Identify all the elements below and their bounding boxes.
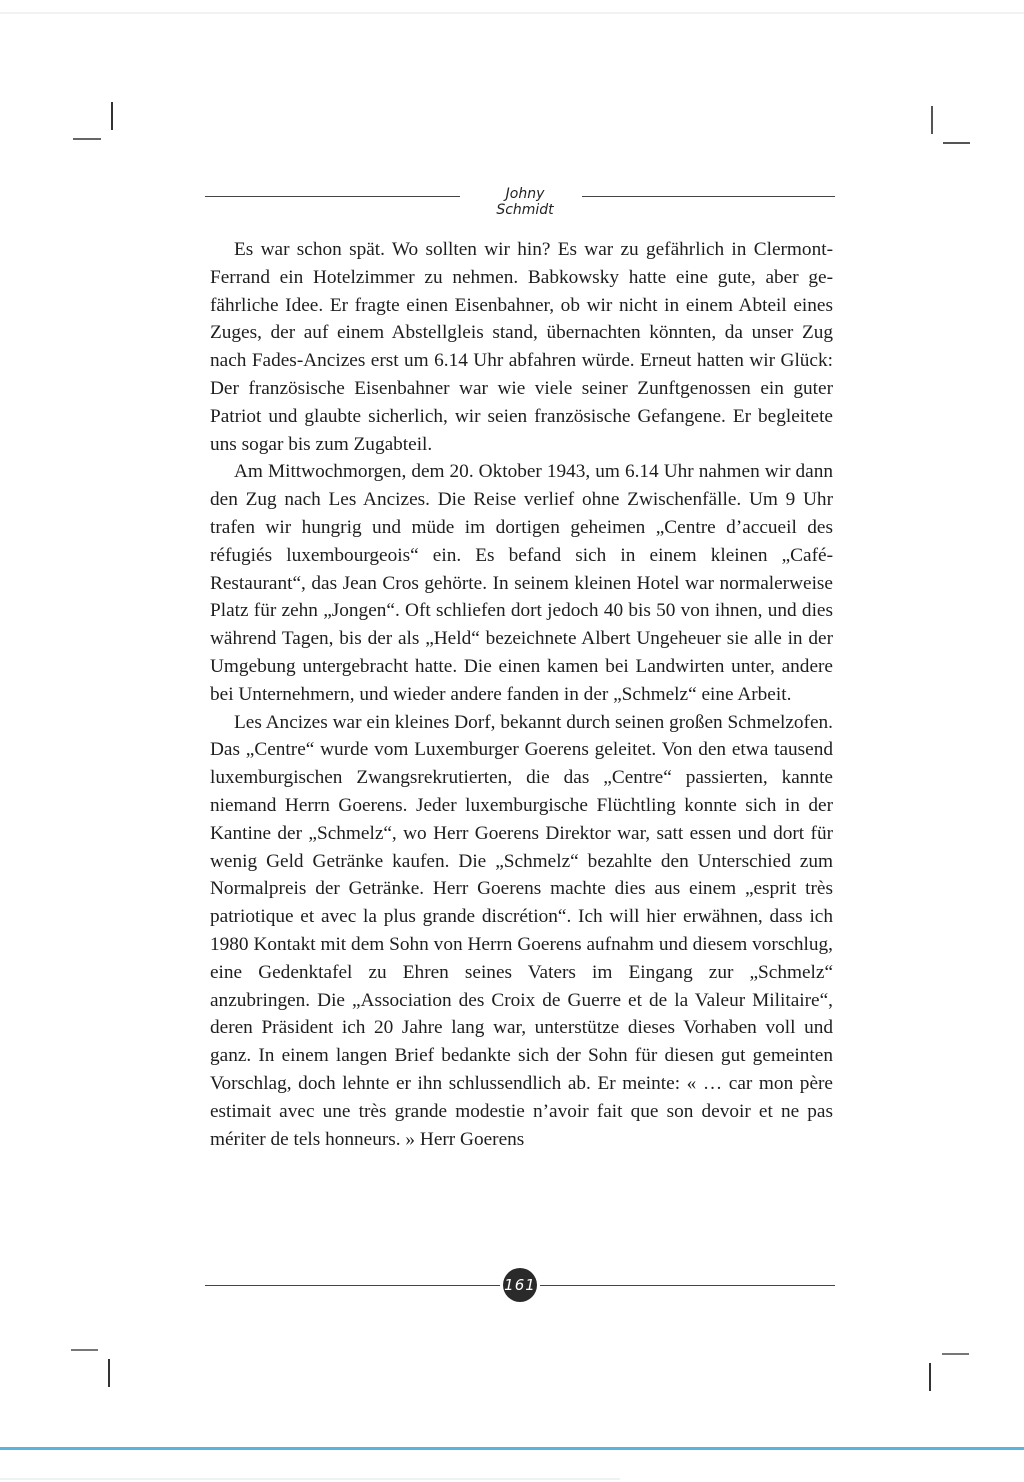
- paragraph: Les Ancizes war ein kleines Dorf, bekannt durch seinen großen Schmelzofen. Das „Centre“ wurde vom Luxemburger Goerens geleitet. Von den etwa tausend luxemburgischen Zwangsrekrutierten, die das „Centre“ passierten, kannte niemand Herrn Goerens. Jeder luxemburgische Flüchtling konnte sich in der Kantine der „Schmelz“, wo Herr Goerens Direktor war, satt essen und dort für wenig Geld Getränke kaufen. Die „Schmelz“ bezahlte den Unterschied zum Normalpreis der Getränke. Herr Goerens machte dies aus einem „esprit très patriotique et avec la plus grande discrétion“. Ich will hier erwähnen, dass ich 1980 Kontakt mit dem Sohn von Herrn Goerens aufnahm und diesem vorschlug, eine Gedenktafel zu Ehren seines Vaters im Eingang zur „Schmelz“ anzubringen. Die „Association des Croix de Guerre et de la Valeur Militaire“, deren Präsident ich 20 Jahre lang war, unterstütze dieses Vorhaben voll und ganz. In einem langen Brief bedankte sich der Sohn für diesen gut gemeinten Vorschlag, doch lehnte er ihn schlussendlich ab. Er meinte: « … car mon père estimait avec une très grande modestie n’avoir fait que son devoir et ne pas mériter de tels honneurs. » Herr Goerens: [210, 711, 833, 1150]
- running-title: Johny Schmidt: [496, 186, 554, 218]
- footer-rule-left: [205, 1285, 500, 1286]
- crop-mark-top-right-horizontal: [943, 142, 970, 144]
- crop-mark-bottom-left-vertical: [108, 1359, 110, 1387]
- crop-mark-top-left-vertical: [111, 102, 113, 130]
- crop-mark-bottom-left-horizontal: [71, 1349, 98, 1351]
- header-rule-right: [582, 196, 835, 197]
- page-footer: [205, 1267, 835, 1303]
- header-rule-left: [205, 196, 460, 197]
- paragraph: Am Mittwochmorgen, dem 20. Oktober 1943, um 6.14 Uhr nahmen wir dann den Zug nach Les Ancizes. Die Reise verlief ohne Zwischenfälle. Um 9 Uhr trafen wir hungrig und müde im dortigen geheimen „Centre d’accueil des réfugiés luxembourgeois“ ein. Es befand sich in einem kleinen „Café-Restaurant“, das Jean Cros gehörte. In seinem kleinen Hotel war normalerweise Platz für zehn „Jongen“. Oft schliefen dort jedoch 40 bis 50 von ihnen, und dies während Tagen, bis der als „Held“ bezeichnete Albert Ungeheuer sie alle in der Umgebung untergebracht hatte. Die einen kamen bei Landwirten unter, andere bei Unternehmern, und wieder andere fanden in der „Schmelz“ eine Arbeit.: [210, 461, 833, 705]
- body-text: [210, 236, 833, 1153]
- paragraph: Es war schon spät. Wo sollten wir hin? Es war zu gefährlich in Clermont-Ferrand ein Hotelzimmer zu nehmen. Babkowsky hatte eine gute, aber gefährliche Idee. Er fragte einen Eisenbahner, ob wir nicht in einem Abteil eines Zuges, der auf einem Abstellgleis stand, übernachten könnten, da unser Zug nach Fades-Ancizes erst um 6.14 Uhr abfahren würde. Erneut hatten wir Glück: Der französische Eisenbahner war wie viele seiner Zunftgenossen ein guter Patriot und glaubte sicherlich, wir seien französische Gefangene. Er begleitete uns sogar bis zum Zugabteil.: [210, 239, 833, 455]
- scan-bottom-edge-line: [0, 1447, 1024, 1450]
- page-number-badge: [503, 1268, 537, 1302]
- crop-mark-bottom-right-horizontal: [942, 1353, 969, 1355]
- crop-mark-top-right-vertical: [931, 106, 933, 134]
- running-header: [205, 186, 835, 218]
- crop-mark-top-left-horizontal: [73, 138, 101, 140]
- crop-mark-bottom-right-vertical: [929, 1363, 931, 1391]
- scan-bottom-edge: [0, 1478, 620, 1480]
- footer-rule-right: [540, 1285, 835, 1286]
- page-number: 161: [504, 1276, 536, 1294]
- scan-top-edge: [0, 12, 1024, 14]
